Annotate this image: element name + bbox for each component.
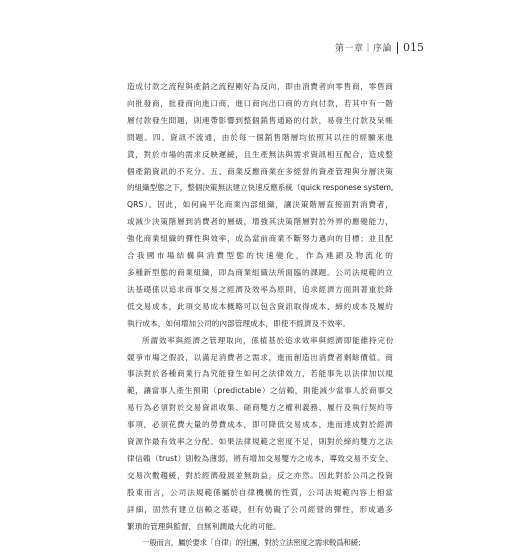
text-line: 多種新型態的商業組織，即為商業組織法所面臨的課題。公司法規範的立 — [127, 267, 393, 277]
text-line: 個產銷資訊的不充分。五、商業反應商業在多經營的資產管理與分層決策 — [127, 166, 393, 176]
text-line: 執行成本，如何增加公司的內部管理成本，即使不經濟及不效率。 — [127, 318, 351, 328]
text-line: 資源作最有效率之分配。如果法律規範之密度不足，則對於締約雙方之法 — [127, 437, 393, 447]
text-line: 造成付款之流程與產銷之流程剛好為反向，即由消費者向零售商，零售商 — [127, 82, 393, 91]
text-line: 律信賴（trust）則較為薄弱，將有增加交易雙方之成本，導致交易不安全、 — [127, 453, 393, 463]
text-line: 繁瑣的管理與監督，自無利潤最大化的可能。 — [127, 521, 281, 531]
text-line: 交易次數趨緩，對於經濟發展並無助益，反之亦然。因此對於公司之投資 — [127, 470, 393, 480]
chapter-title: 第一章｜序論 — [334, 44, 392, 54]
text-line: 合我國市場結構與消費型態的快速變化，作為連鎖及物流化的 — [127, 251, 393, 261]
text-line: 事項，必須花費大量的勞費成本，即可降低交易成本，進而達成對於經濟 — [127, 420, 393, 430]
text-line: QRS）。因此，如何扁平化商業內部組織，讓決策階層直接面對消費者， — [127, 200, 393, 210]
running-header — [335, 41, 424, 54]
paragraph — [127, 333, 393, 536]
text-line: 範，讓當事人產生預期（predictable）之信賴，則能減少當事人於商事交 — [127, 386, 393, 396]
page-number: 015 — [403, 41, 424, 54]
text-line: 貨，對於市場的需求反映遲緩，且生產無法與需求資訊相互配合，造成整 — [127, 149, 393, 159]
text-line: 競爭市場之假設，以滿足消費者之需求，進而創造出消費者剩餘價值。商 — [127, 352, 393, 362]
text-line: 所謂效率與經濟之管理取向，係植基於追求效率與經濟即能維持完份 — [142, 335, 393, 345]
text-line: 層付款發生問題，則連帶影響到整個銷售通路的付款，易發生付款及呆帳 — [127, 115, 393, 125]
text-line: 股東而言，公司法規範係屬於自律機構的性質，公司法規範內容上相當 — [127, 487, 393, 497]
text-line: 問題。四、資訊不流通，由於每一個銷售階層均依照其以往的經驗來進 — [127, 132, 393, 142]
text-line: 或減少決策階層到消費者的層級，增強其決策階層對於外界的應變能力， — [127, 217, 393, 227]
text-line: 事法對於各種商業行為究能發生如何之法律效力，若能事先以法律加以規 — [127, 369, 393, 379]
text-line: 法基礎係以追求商事交易之經濟及效率為原則，追求經濟方面則著重於降 — [127, 284, 393, 294]
text-line: 強化商業組織的彈性與效率，成為當前商業不斷努力邁向的目標；並且配 — [127, 234, 393, 244]
text-line: 的組織型態之下，整個決策無法建立快速反應系統（quick responese system, — [127, 183, 393, 193]
text-line: 低交易成本，此項交易成本概略可以包含資訊取得成本、締約成本及履約 — [127, 301, 393, 311]
paragraph — [127, 535, 393, 552]
paragraph — [127, 79, 393, 333]
text-line: 易行為必須對於交易資訊收集、磋商雙方之權利義務、履行及執行契約等 — [127, 403, 393, 413]
text-line: 一般而言，屬於要求「自律」的社團，對於立法密度之需求較爲和緩； — [142, 538, 366, 548]
text-line: 詳細，固然有建立信賴之基礎，但有妨礙了公司經營的彈性，形成過多 — [127, 504, 393, 514]
header-divider — [397, 42, 398, 54]
text-line: 向批發商，批發商向進口商，進口商向出口商的方向付款，若其中有一階 — [127, 98, 393, 108]
body-text — [127, 79, 393, 552]
